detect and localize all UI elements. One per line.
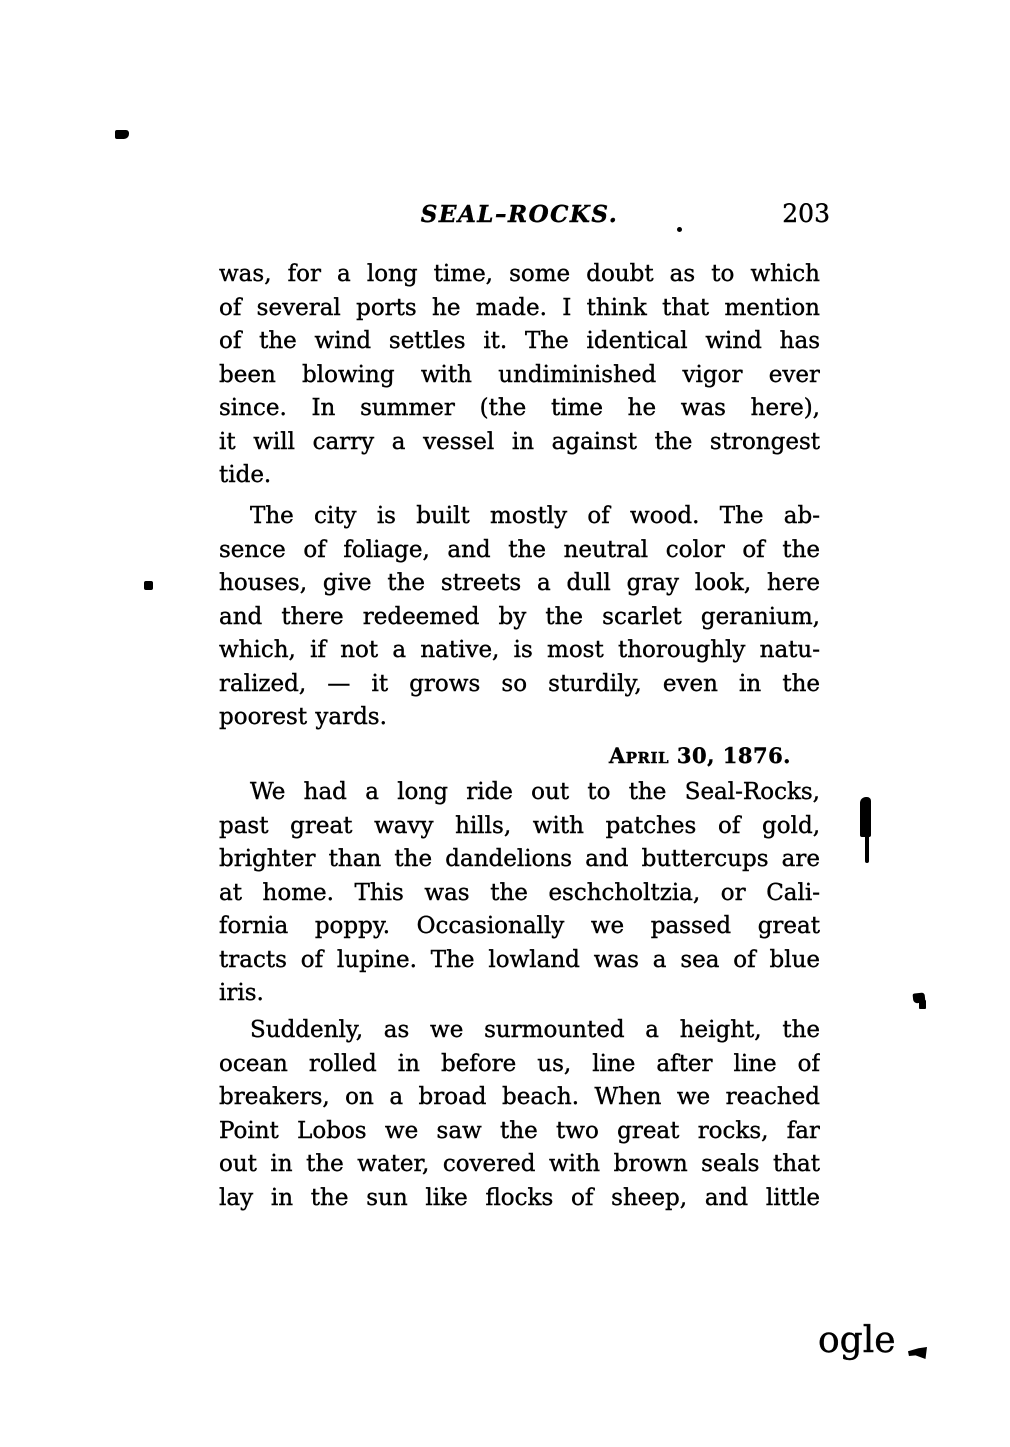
text-line: and there redeemed by the scarlet geranium, [219,603,820,630]
paragraph-3 [219,776,820,1011]
ink-blot-top-left [115,130,129,139]
text-line: of several ports he made. I think that mention [219,294,820,321]
text-line: of the wind settles it. The identical wind has [219,328,820,354]
ink-stroke-right-margin-tail [865,833,869,863]
text-line: ralized, — it grows so sturdily, even in the [219,670,820,697]
ink-dot-left-margin [144,581,153,590]
google-watermark-partial: ogle [818,1322,896,1361]
page-number: 203 [782,199,830,228]
text-line: at home. This was the eschcholtzia, or Cali- [219,879,820,906]
text-line: it will carry a vessel in against the strongest [219,428,820,455]
text-line: breakers, on a broad beach. When we reached [219,1084,820,1110]
ink-speck-bottom-right [908,1347,927,1359]
text-line: lay in the sun like flocks of sheep, and little [219,1184,820,1211]
text-line: tracts of lupine. The lowland was a sea of blue [219,946,820,973]
text-line: ocean rolled in before us, line after line of [219,1050,820,1077]
text-line: sence of foliage, and the neutral color of the [219,536,820,563]
text-line: which, if not a native, is most thoroughly natu- [219,637,820,663]
text-line: out in the water, covered with brown seals that [219,1151,820,1177]
paragraph-4 [219,1014,820,1215]
text-line: We had a long ride out to the Seal-Rocks, [250,779,820,805]
text-line: since. In summer (the time he was here), [219,395,820,421]
journal-date-line: April 30, 1876. [608,743,791,768]
text-line: iris. [219,980,264,1006]
text-line: houses, give the streets a dull gray look, here [219,570,820,596]
ink-dot-under-header [677,227,682,232]
text-line: Suddenly, as we surmounted a height, the [250,1017,820,1043]
text-line: The city is built mostly of wood. The ab- [250,503,820,529]
text-line: fornia poppy. Occasionally we passed great [219,913,820,939]
text-line: past great wavy hills, with patches of gold, [219,812,820,839]
text-line: brighter than the dandelions and buttercups are [219,846,820,872]
watermark-clip [818,1322,908,1362]
running-head-title: SEAL–ROCKS. [420,201,619,228]
ink-stroke-right-margin [860,797,871,837]
ink-speck-right-margin-2 [919,1000,926,1009]
text-line: been blowing with undiminished vigor ever [219,361,820,388]
text-line: was, for a long time, some doubt as to which [219,261,820,287]
text-line: poorest yards. [219,704,387,730]
text-line: Point Lobos we saw the two great rocks, far [219,1117,820,1144]
text-line: tide. [219,462,272,488]
paragraph-2 [219,500,820,735]
paragraph-1 [219,258,820,493]
